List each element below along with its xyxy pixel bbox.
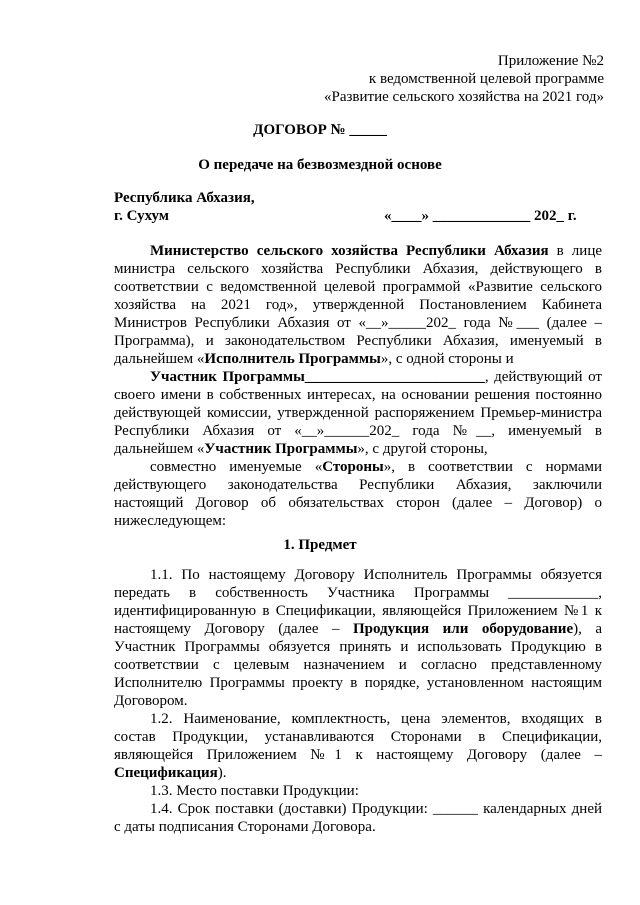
clause-1-1-line: Договором. xyxy=(114,693,188,709)
clause-1-1-line: Исполнителю Программы проекту в порядке, установленном настоящим xyxy=(114,675,602,691)
clause-1-1-line: настоящему Договору (далее – Продукция или оборудование), а xyxy=(114,621,602,637)
clause-1-3: 1.3. Место поставки Продукции: xyxy=(150,783,359,799)
paragraph-2-line: своего имени в собственных интересах, на основании решения постоянно xyxy=(114,387,602,403)
clause-1-4-line: 1.4. Срок поставки (доставки) Продукции: ______ календарных дней xyxy=(150,801,602,817)
paragraph-1-line: Программа), и законодательством Республики Абхазия, именуемый в xyxy=(114,333,602,349)
paragraph-2-line: Участник Программы________________________, действующий от xyxy=(150,369,602,385)
clause-1-2-line: 1.2. Наименование, комплектность, цена элементов, входящих в xyxy=(150,711,602,727)
paragraph-1-line: министра сельского хозяйства Республики Абхазия, действующего в xyxy=(114,261,602,277)
paragraph-3-line: настоящий Договор об обязательствах сторон (далее – Договор) о xyxy=(114,495,602,511)
clause-1-2-line: являющейся Приложением №1 к настоящему Договору (далее – xyxy=(114,747,602,763)
paragraph-1-line: соответствии с ведомственной целевой программой «Развитие сельского xyxy=(114,279,602,295)
contract-title: ДОГОВОР № _____ xyxy=(253,122,387,138)
annex-program-ref: к ведомственной целевой программе xyxy=(368,71,604,87)
paragraph-1-line: дальнейшем «Исполнитель Программы», с одной стороны и xyxy=(114,351,514,367)
clause-1-1-line: передать в собственность Участника Программы ____________, xyxy=(114,585,602,601)
clause-1-1-line: идентифицированную в Спецификации, являющейся Приложением №1 к xyxy=(114,603,602,619)
annex-number: Приложение №2 xyxy=(497,53,604,69)
clause-1-1-line: соответствии с целевым назначением и согласно представленному xyxy=(114,657,602,673)
paragraph-2-line: действующей комиссии, утвержденной распоряжением Премьер-министра xyxy=(114,405,602,421)
annex-program-name: «Развитие сельского хозяйства на 2021 год» xyxy=(323,89,604,105)
paragraph-2-line: дальнейшем «Участник Программы», с другой стороны, xyxy=(114,441,488,457)
paragraph-2-line: Республики Абхазия от «__»______202_ года №__, именуемый в xyxy=(114,423,602,439)
paragraph-1-line: Министров Республики Абхазия от «__»_____202_ года №___ (далее – xyxy=(114,315,602,331)
paragraph-3-line: действующего законодательства Республики Абхазия, заключили xyxy=(114,477,602,493)
paragraph-1-line: Министерство сельского хозяйства Республики Абхазия в лице xyxy=(150,243,603,259)
clause-1-2-line: Спецификация). xyxy=(114,765,227,781)
paragraph-3-line: совместно именуемые «Стороны», в соответствии с нормами xyxy=(150,459,602,475)
clause-1-1-line: Участник Программы обязуется принять и использовать Продукцию в xyxy=(114,639,602,655)
contract-date: «____» _____________ 202_ г. xyxy=(384,208,577,224)
paragraph-3-line: нижеследующем: xyxy=(114,513,227,529)
place-city: г. Сухум xyxy=(114,208,170,224)
clause-1-1-line: 1.1. По настоящему Договору Исполнитель Программы обязуется xyxy=(150,567,602,583)
clause-1-2-line: состав Продукции, устанавливаются Сторонами в Спецификации, xyxy=(114,729,602,745)
place-country: Республика Абхазия, xyxy=(114,190,255,206)
contract-subtitle: О передаче на безвозмездной основе xyxy=(198,157,442,173)
section-1-heading: 1. Предмет xyxy=(283,537,357,553)
clause-1-4-line: с даты подписания Сторонами Договора. xyxy=(114,819,376,835)
paragraph-1-line: хозяйства на 2021 год», утвержденной Постановлением Кабинета xyxy=(114,297,602,313)
